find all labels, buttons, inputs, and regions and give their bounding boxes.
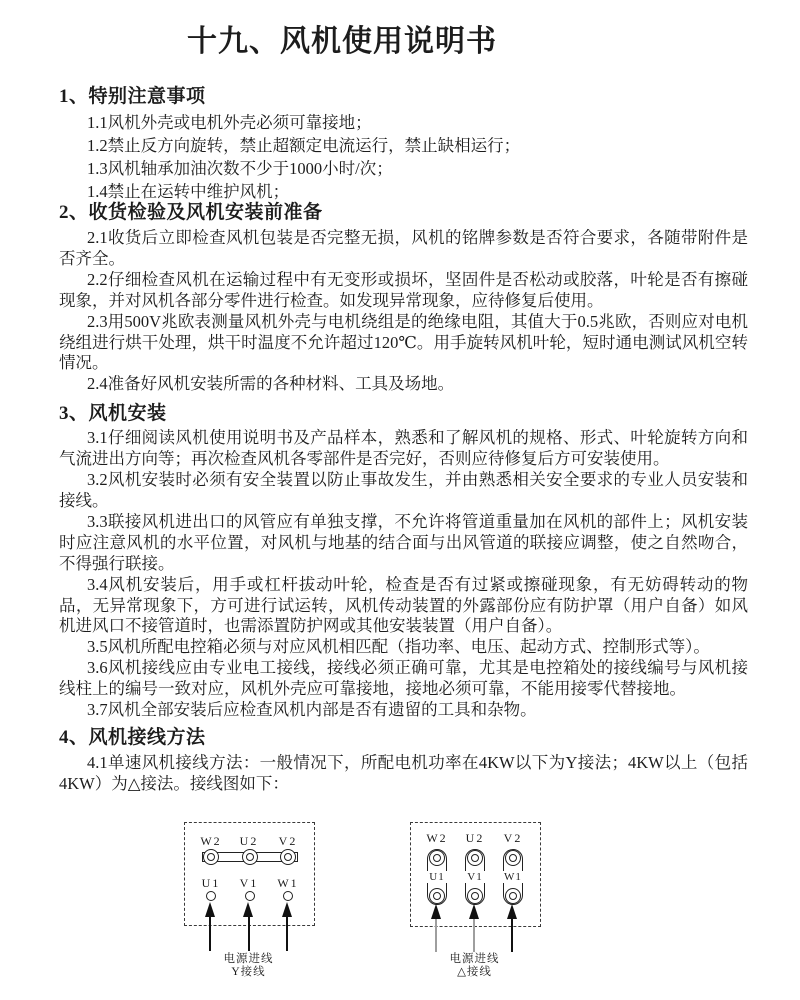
paragraph: 4.1单速风机接线方法：一般情况下，所配电机功率在4KW以下为Y接法；4KW以上（包括4KW）为△接法。接线图如下： [59, 752, 748, 793]
paragraph: 3.7风机全部安装后应检查风机内部是否有遗留的工具和杂物。 [87, 700, 537, 720]
paragraph: 3.4风机安装后，用手或杠杆拔动叶轮，检查是否有过紧或擦碰现象，有无妨碍转动的物品，无异常现象下，方可进行试运转，风机传动装置的外露部份应有防护罩（用户自备）如风机进风口不接管道时，也需添置防护网或其他安装装置（用户自备）。 [59, 574, 748, 636]
arrow-up-icon [243, 902, 253, 917]
terminal-label: U1 [201, 876, 221, 890]
terminal-label: W2 [426, 831, 448, 845]
power-lead-line [473, 919, 475, 952]
section-heading-3: 3、风机安装 [59, 403, 167, 425]
section-2 [59, 228, 748, 395]
paragraph: 2.1收货后立即检查风机包装是否完整无损，风机的铭牌参数是否符合要求，各随带附件是否齐全。 [59, 228, 748, 268]
terminal-label: V2 [278, 834, 298, 848]
paragraph: 2.2仔细检查风机在运输过程中有无变形或损坏，坚固件是否松动或胶落，叶轮是否有擦碰现象，并对风机各部分零件进行检查。如发现异常现象，应待修复后使用。 [59, 269, 748, 310]
power-lead-line [511, 919, 513, 952]
terminal-u1 [206, 891, 216, 901]
terminal-label: V1 [239, 876, 259, 890]
terminal-w2-inner [207, 853, 215, 861]
paragraph: 3.2风机安装时必须有安全装置以防止事故发生，并由熟悉相关安全要求的专业人员安装和接线。 [59, 470, 748, 510]
arrow-up-icon [507, 904, 517, 919]
terminal-u2-inner [471, 854, 479, 862]
section-1 [59, 111, 748, 203]
delta-diagram-caption [410, 953, 539, 979]
paragraph: 1.2禁止反方向旋转，禁止超额定电流运行，禁止缺相运行； [87, 136, 521, 155]
paragraph: 1.3风机轴承加油次数不少于1000小时/次； [87, 159, 393, 178]
power-lead-line [209, 917, 211, 951]
terminal-v1 [245, 891, 255, 901]
paragraph: 3.6风机接线应由专业电工接线，接线必须正确可靠，尤其是电控箱处的接线编号与风机接线柱上的编号一致对应，风机外壳应可靠接地，接地必须可靠，不能用接零代替接地。 [59, 658, 748, 699]
terminal-w2-inner [433, 854, 441, 862]
section-3 [59, 428, 748, 721]
paragraph: 3.3联接风机进出口的风管应有单独支撑，不允许将管道重量加在风机的部件上；风机安装时应注意风机的水平位置，对风机与地基的结合面与出风管道的联接应调整，使之自然吻合，不得强行联接。 [59, 511, 748, 573]
paragraph: 3.1仔细阅读风机使用说明书及产品样本，熟悉和了解风机的规格、形式、叶轮旋转方向和气流进出方向等；再次检查风机各零部件是否完好，否则应待修复后方可安装使用。 [59, 428, 748, 469]
terminal-w1 [283, 891, 293, 901]
arrow-up-icon [469, 904, 479, 919]
page-title: 十九、风机使用说明书 [187, 25, 497, 58]
y-diagram-caption [184, 953, 313, 979]
caption-line: 电源进线 [223, 953, 274, 965]
arrow-up-icon [205, 902, 215, 917]
paragraph: 3.5风机所配电控箱必须与对应风机相匹配（指功率、电压、起动方式、控制形式等）。 [87, 637, 710, 657]
terminal-u2-inner [246, 853, 254, 861]
terminal-v1-inner [471, 892, 479, 900]
caption-line: 电源进线 [449, 953, 500, 965]
terminal-label: V2 [503, 831, 523, 845]
section-heading-2: 2、收货检验及风机安装前准备 [59, 202, 323, 223]
terminal-label: U1 [425, 871, 449, 883]
arrow-up-icon [431, 904, 441, 919]
terminal-w1-inner [509, 892, 517, 900]
terminal-label: W1 [501, 871, 525, 883]
terminal-v2-inner [284, 853, 292, 861]
paragraph: 2.3用500V兆欧表测量风机外壳与电机绕组是的绝缘电阻，其值大于0.5兆欧，否则应对电机绕组进行烘干处理，烘干时温度不允许超过120℃。用手旋转风机叶轮，短时通电测试风机空转情况。 [59, 311, 748, 373]
section-4 [59, 753, 748, 795]
section-heading-4: 4、风机接线方法 [59, 726, 206, 748]
paragraph: 1.4禁止在运转中维护风机； [87, 182, 290, 201]
section-heading-1: 1、特别注意事项 [59, 86, 206, 107]
terminal-label: U2 [465, 831, 485, 845]
power-lead-line [248, 917, 250, 951]
paragraph: 1.1风机外壳或电机外壳必须可靠接地； [87, 113, 372, 132]
arrow-up-icon [282, 902, 292, 917]
paragraph: 2.4准备好风机安装所需的各种材料、工具及场地。 [87, 374, 455, 394]
power-lead-line [435, 919, 437, 952]
terminal-label: W2 [200, 834, 222, 848]
terminal-label: V1 [463, 871, 487, 883]
power-lead-line [286, 917, 288, 951]
terminal-label: U2 [239, 834, 259, 848]
caption-line: Y接线 [231, 966, 266, 978]
document-body [0, 87, 800, 795]
terminal-v2-inner [509, 854, 517, 862]
terminal-u1-inner [433, 892, 441, 900]
caption-line: △接线 [457, 966, 492, 978]
terminal-label: W1 [277, 876, 299, 890]
